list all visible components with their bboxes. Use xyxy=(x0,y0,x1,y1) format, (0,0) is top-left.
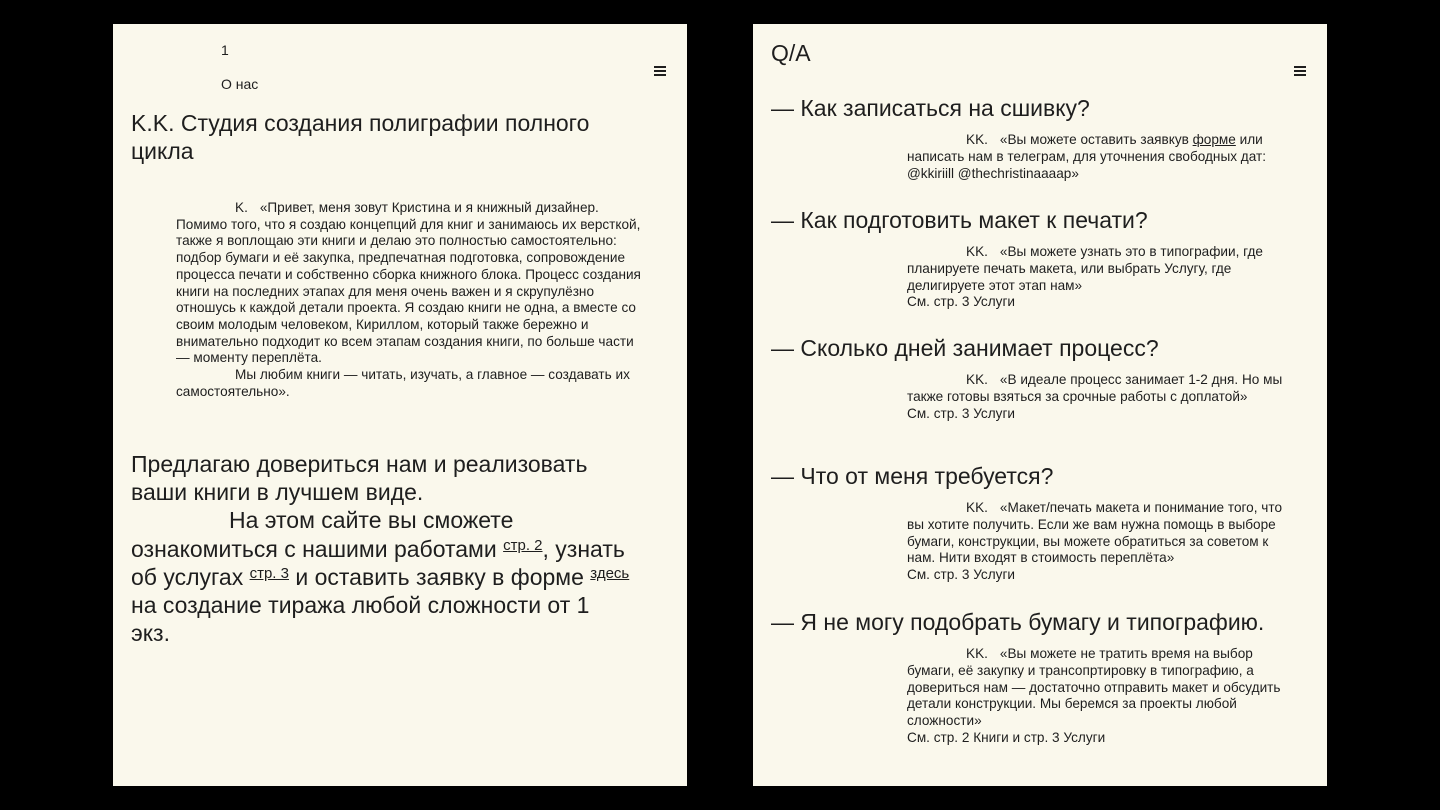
offer-text-4: на создание тиража любой сложности от 1 экз. xyxy=(131,592,590,647)
page-title: K.K. Студия создания полиграфии полного цикла xyxy=(131,110,590,164)
qa-item xyxy=(771,94,1301,182)
hamburger-menu-icon[interactable] xyxy=(654,66,666,76)
qa-question: — Сколько дней занимает процесс? xyxy=(771,335,1159,361)
qa-answer xyxy=(907,500,1291,584)
intro-text-1: «Привет, меня зовут Кристина и я книжный дизайнер. Помимо того, что я создаю концепций для книг и занимаюсь их версткой, также я воплощаю эти книги и делаю это полностью самостоятельно: подбор бумаги и её закупка, предпечатная подготовка, сопровождение процесса печати и собственно сборка книжного блока. Процесс создания книги на последних этапах для меня очень важен и я скрупулёзно отношусь к каждой детали проекта. Я создаю книги не одна, а вместе со своим молодым человеком, Кириллом, который также бережно и внимательно подходит ко всем этапам создания книги, по больше части — моменту переплёта. xyxy=(176,200,641,366)
page-reference[interactable]: См. стр. 2 Книги и стр. 3 Услуги xyxy=(907,729,1106,745)
qa-page xyxy=(753,24,1327,786)
speaker-label: KK. xyxy=(966,646,988,662)
answer-text: «Макет/печать макета и понимание того, что вы хотите получить. Если же вам нужна помощь в выборе бумаги, конструкции, вы можете обратиться за советом к нам. Нити входят в стоимость переплёта» xyxy=(907,500,1283,566)
speaker-label: KK. xyxy=(966,500,988,516)
nav-link-about[interactable]: О нас xyxy=(221,76,259,92)
qa-question: — Что от меня требуется? xyxy=(771,463,1054,489)
answer-text: «Вы можете оставить заявкув xyxy=(999,132,1193,148)
answer-text-end: или написать нам в телеграм, для уточнения свободных дат: @kkiriill @thechristinaaaap» xyxy=(907,132,1266,181)
answer-text: «В идеале процесс занимает 1-2 дня. Но мы также готовы взяться за срочные работы с доплатой» xyxy=(907,372,1283,404)
qa-answer xyxy=(907,372,1291,422)
qa-answer xyxy=(907,646,1291,746)
form-link[interactable]: форме xyxy=(1192,132,1236,148)
qa-item xyxy=(771,462,1301,584)
qa-question: — Как подготовить макет к печати? xyxy=(771,207,1148,233)
offer-section xyxy=(131,450,631,647)
page-number: 1 xyxy=(221,42,229,58)
qa-item xyxy=(771,334,1301,422)
offer-line-1: Предлагаю довериться нам и реализовать ваши книги в лучшем виде. xyxy=(131,451,588,506)
hamburger-menu-icon[interactable] xyxy=(1294,66,1306,76)
offer-text-2: , узнать об услугах xyxy=(131,535,625,590)
offer-text-3: и оставить заявку в форме xyxy=(288,563,591,590)
page-reference[interactable]: См. стр. 3 Услуги xyxy=(907,567,1015,583)
qa-question: — Как записаться на сшивку? xyxy=(771,95,1090,121)
speaker-label: K. xyxy=(235,200,248,215)
page-reference[interactable]: См. стр. 3 Услуги xyxy=(907,294,1015,310)
speaker-label: KK. xyxy=(966,244,988,260)
speaker-label: KK. xyxy=(966,372,988,388)
qa-answer xyxy=(907,244,1291,311)
qa-item xyxy=(771,206,1301,311)
qa-title: Q/A xyxy=(771,40,811,66)
offer-text-1: На этом сайте вы сможете ознакомиться с нашими работами xyxy=(131,507,514,562)
intro-paragraph-2: Мы любим книги — читать, изучать, а главное — создавать их самостоятельно». xyxy=(176,367,630,399)
qa-item xyxy=(771,608,1301,746)
services-page-link[interactable]: стр. 3 xyxy=(249,564,289,582)
page-reference[interactable]: См. стр. 3 Услуги xyxy=(907,405,1015,421)
offer-paragraph xyxy=(131,506,631,647)
answer-text: «Вы можете не тратить время на выбор бумаги, её закупку и трансопртировку в типографию, а довериться нам — достаточно отправить макет и обсудить детали конструкции. Мы беремся за проекты любой сложности» xyxy=(907,646,1281,729)
qa-question: — Я не могу подобрать бумагу и типографию. xyxy=(771,609,1265,635)
answer-text: «Вы можете узнать это в типографии, где планируете печать макета, или выбрать Услугу, где делигируете этот этап нам» xyxy=(907,244,1263,293)
intro-quote xyxy=(176,200,646,400)
order-form-link[interactable]: здесь xyxy=(590,564,630,582)
works-page-link[interactable]: стр. 2 xyxy=(503,536,543,554)
speaker-label: KK. xyxy=(966,132,988,148)
qa-answer xyxy=(907,132,1291,182)
intro-paragraph-1 xyxy=(176,200,646,367)
about-page xyxy=(113,24,687,786)
